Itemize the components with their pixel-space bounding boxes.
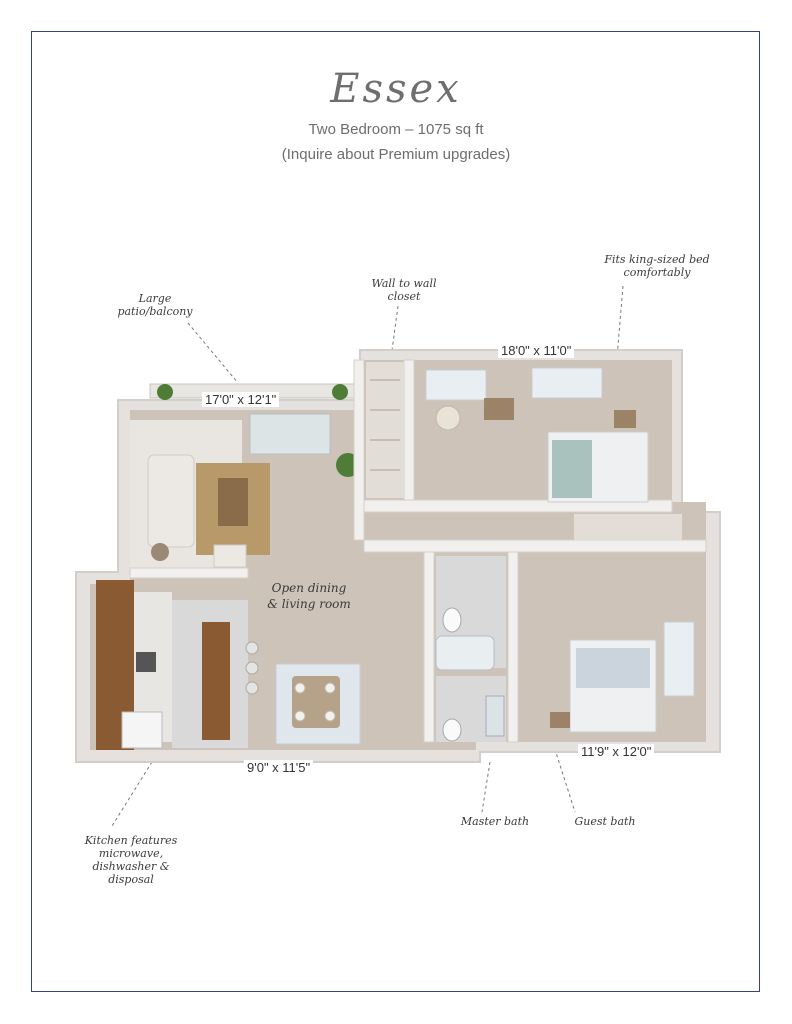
- toilet: [443, 719, 461, 741]
- window: [426, 370, 486, 400]
- coffee-table: [218, 478, 248, 526]
- bar-stools: [246, 642, 258, 694]
- shower: [486, 696, 504, 736]
- sink: [136, 652, 156, 672]
- sofa: [148, 455, 194, 547]
- closet-callout: Wall to wall closet: [371, 277, 437, 303]
- wall-closet: [366, 362, 404, 498]
- nightstand: [550, 712, 570, 728]
- plan-title: Essex: [330, 66, 462, 112]
- guest-bath-callout: Guest bath: [574, 815, 636, 828]
- window: [664, 622, 694, 696]
- accent-chair: [436, 406, 460, 430]
- toilet: [443, 608, 461, 632]
- master-bedroom-dimension: 18'0" x 11'0": [498, 343, 574, 358]
- bed-callout: Fits king-sized bed comfortably: [604, 253, 710, 279]
- window: [532, 368, 602, 398]
- kitchen-callout: Kitchen features microwave, dishwasher & disposal: [84, 834, 178, 886]
- patio-door: [250, 414, 330, 454]
- premium-note: (Inquire about Premium upgrades): [281, 146, 511, 163]
- stove: [122, 712, 162, 748]
- bed-throw: [552, 440, 592, 498]
- balcony-plant: [332, 384, 348, 400]
- plan-subtitle: Two Bedroom – 1075 sq ft: [308, 121, 484, 138]
- balcony-plant: [157, 384, 173, 400]
- master-bath-callout: Master bath: [460, 815, 530, 828]
- guest-bedroom-dimension: 11'9" x 12'0": [578, 744, 654, 759]
- bedroom-closet: [574, 514, 682, 540]
- bathtub: [436, 636, 494, 670]
- kitchen-island: [202, 622, 230, 740]
- side-table: [151, 543, 169, 561]
- living-callout: Open dining & living room: [267, 581, 351, 611]
- patio-dimension: 17'0" x 12'1": [202, 392, 279, 407]
- dresser: [484, 398, 514, 420]
- patio-callout: Large patio/balcony: [117, 292, 193, 318]
- guest-bed-comforter: [576, 648, 650, 688]
- nightstand: [614, 410, 636, 428]
- armchair: [214, 545, 246, 567]
- kitchen-dimension: 9'0" x 11'5": [244, 760, 313, 775]
